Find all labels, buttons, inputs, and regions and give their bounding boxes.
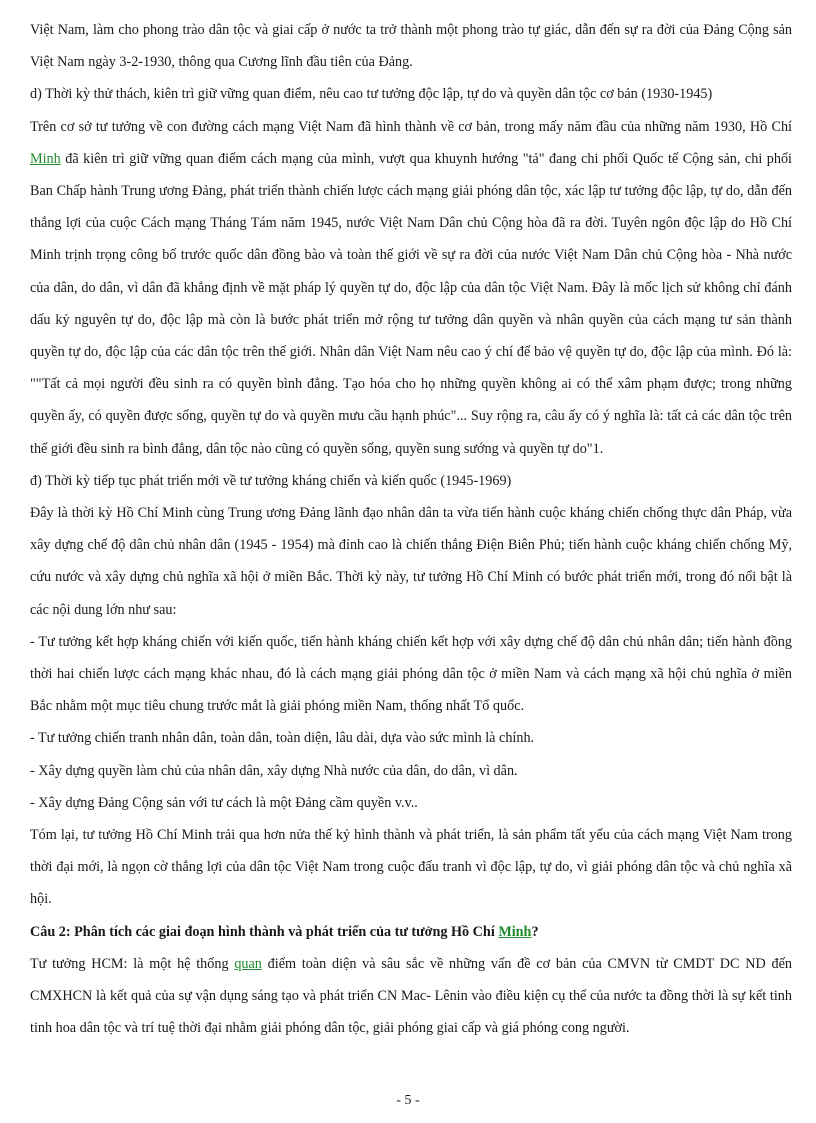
- section-d-paragraph: [30, 111, 792, 465]
- answer-paragraph: [30, 948, 792, 1045]
- question-mark: ?: [531, 923, 539, 940]
- bullet-item: - Tư tưởng chiến tranh nhân dân, toàn dân, toàn diện, lâu dài, dựa vào sức mình là chính.: [30, 730, 535, 747]
- section-dd-paragraph: Đây là thời kỳ Hồ Chí Minh cùng Trung ương Đảng lãnh đạo nhân dân ta vừa tiến hành cuộc kháng chiến chống thực dân Pháp, vừa xây dựng chế độ dân chủ nhân dân (1945 - 1954) mà đỉnh cao là chiến thắng Điện Biên Phủ; tiến hành cuộc kháng chiến chống Mỹ, cứu nước và xây dựng chủ nghĩa xã hội ở miền Bắc. Thời kỳ này, tư tưởng Hồ Chí Minh có bước phát triển mới, trong đó nổi bật là các nội dung lớn như sau:: [30, 505, 792, 618]
- question-text: Câu 2: Phân tích các giai đoạn hình thành và phát triển của tư tưởng Hồ Chí: [30, 923, 499, 940]
- summary-paragraph: Tóm lại, tư tưởng Hồ Chí Minh trải qua hơn nửa thế kỷ hình thành và phát triển, là sản phẩm tất yếu của cách mạng Việt Nam trong thời đại mới, là ngọn cờ thắng lợi của dân tộc Việt Nam trong cuộc đấu tranh vì độc lập, tự do, vì giải phóng dân tộc và chủ nghĩa xã hội.: [30, 827, 792, 908]
- document-page: [30, 14, 792, 1045]
- bullet-item: - Tư tưởng kết hợp kháng chiến với kiến quốc, tiến hành kháng chiến kết hợp với xây dựng chế độ dân chủ nhân dân; tiến hành đồng thời hai chiến lược cách mạng khác nhau, đó là cách mạng giải phóng dân tộc ở miền Nam và cách mạng xã hội chủ nghĩa ở miền Bắc nhằm một mục tiêu chung trước mắt là giải phóng miền Nam, thống nhất Tổ quốc.: [30, 633, 792, 715]
- answer-text-rest: điểm toàn diện và sâu sắc về những vấn đề cơ bản của CMVN từ CMDT DC ND đến CMXHCN là kết quả của sự vận dụng sáng tạo và phát triển CN Mac- Lênin vào điều kiện cụ thể của nước ta đồng thời là sự kết tinh tinh hoa dân tộc và trí tuệ thời đại nhằm giải phóng dân tộc, giải phóng giai cấp và giá phóng cong người.: [30, 955, 792, 1037]
- keyword-link-quan[interactable]: quan: [234, 955, 262, 972]
- question-heading: [30, 916, 792, 948]
- section-d-text-rest: đã kiên trì giữ vững quan điểm cách mạng của mình, vượt qua khuynh hướng "tả" đang chi phối Quốc tế Cộng sản, chi phối Ban Chấp hành Trung ương Đảng, phát triển thành chiến lược cách mạng giải phóng dân tộc, xác lập tư tưởng độc lập, tự do, dẫn đến thắng lợi của cuộc Cách mạng Tháng Tám năm 1945, nước Việt Nam Dân chủ Cộng hòa đã ra đời. Tuyên ngôn độc lập do Hồ Chí Minh trịnh trọng công bố trước quốc dân đồng bào và toàn thế giới về sự ra đời của nước Việt Nam Dân chủ Cộng hòa - Nhà nước của dân, do dân, vì dân đã khẳng định về mặt pháp lý quyền tự do, độc lập của dân tộc Việt Nam. Đây là mốc lịch sử không chỉ đánh dấu kỷ nguyên tự do, độc lập mà còn là bước phát triển mở rộng tư tưởng dân quyền và nhân quyền của cách mạng tư sản thành quyền tự do, độc lập của các dân tộc trên thế giới. Nhân dân Việt Nam nêu cao ý chí để bảo vệ quyền tự do, độc lập của mình. Đó là: ""Tất cả mọi người đều sinh ra có quyền bình đẳng. Tạo hóa cho họ những quyền không ai có thể xâm phạm được; trong những quyền ấy, có quyền được sống, quyền tự do và quyền mưu cầu hạnh phúc"... Suy rộng ra, câu ấy có ý nghĩa là: tất cả các dân tộc trên thế giới đều sinh ra bình đẳng, dân tộc nào cũng có quyền sống, quyền sung sướng và quyền tự do"1.: [30, 150, 792, 457]
- intro-paragraph: Việt Nam, làm cho phong trào dân tộc và giai cấp ở nước ta trở thành một phong trào tự giác, dẫn đến sự ra đời của Đảng Cộng sản Việt Nam ngày 3-2-1930, thông qua Cương lĩnh đầu tiên của Đảng.: [30, 22, 792, 71]
- keyword-link-minh-question[interactable]: Minh: [498, 923, 532, 940]
- page-number: - 5 -: [396, 1093, 420, 1108]
- section-d-text-start: Trên cơ sở tư tưởng về con đường cách mạng Việt Nam đã hình thành về cơ bản, trong mấy năm đầu của những năm 1930, Hồ Chí: [30, 118, 792, 135]
- bullet-item: - Xây dựng quyền làm chủ của nhân dân, xây dựng Nhà nước của dân, do dân, vì dân.: [30, 762, 518, 779]
- section-heading-d: d) Thời kỳ thử thách, kiên trì giữ vững quan điểm, nêu cao tư tưởng độc lập, tự do và quyền dân tộc cơ bản (1930-1945): [30, 86, 713, 103]
- bullet-item: - Xây dựng Đảng Cộng sản với tư cách là một Đảng cầm quyền v.v..: [30, 794, 418, 811]
- answer-text-start: Tư tưởng HCM: là một hệ thống: [30, 955, 235, 972]
- keyword-link-minh[interactable]: Minh: [30, 150, 61, 167]
- section-heading-dd: đ) Thời kỳ tiếp tục phát triển mới về tư tưởng kháng chiến và kiến quốc (1945-1969): [30, 472, 512, 489]
